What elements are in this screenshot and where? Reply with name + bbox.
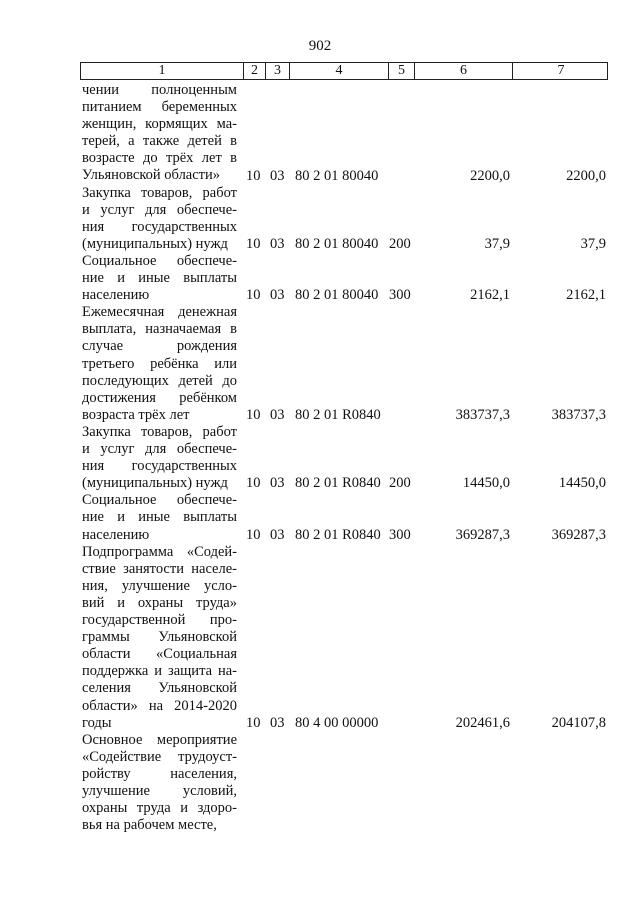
- description-line: Ежемесячная денежная: [82, 304, 237, 321]
- description-line: ния государственных: [82, 458, 237, 475]
- description-line: возрасте до трёх лет в: [82, 150, 237, 167]
- description-line: охраны труда и здоро-: [82, 800, 237, 817]
- description-line: (муниципальных) нужд: [82, 475, 228, 492]
- description-line: населению: [82, 287, 150, 304]
- description-line: чении полноценным: [82, 82, 237, 98]
- cell-c4: 80 2 01 R0840: [295, 475, 381, 492]
- description-line: случае рождения: [82, 338, 237, 355]
- description-line: годы: [82, 714, 112, 731]
- description-line: ствие занятости населе-: [82, 560, 237, 577]
- header-col-7: 7: [512, 63, 609, 79]
- cell-c5: 200: [389, 475, 411, 492]
- cell-c2: 10: [246, 714, 261, 731]
- cell-c4: 80 2 01 R0840: [295, 406, 381, 423]
- description-line: Ульяновской области»: [82, 167, 221, 184]
- description-line: Закупка товаров, работ: [82, 184, 237, 201]
- page-number: 902: [308, 38, 332, 54]
- row-description: [82, 82, 237, 185]
- description-line: селения Ульяновской: [82, 680, 237, 697]
- table-header: [80, 62, 608, 80]
- cell-c4: 80 2 01 80040: [295, 167, 379, 184]
- header-col-5: 5: [388, 63, 414, 79]
- description-line: возраста трёх лет: [82, 406, 190, 423]
- cell-c5: 200: [389, 235, 411, 252]
- description-line: Социальное обеспече-: [82, 253, 237, 269]
- header-col-3: 3: [265, 63, 289, 79]
- description-line: выплата, назначаемая в: [82, 321, 237, 338]
- cell-c2: 10: [246, 475, 261, 492]
- cell-c2: 10: [246, 526, 261, 543]
- cell-c7: 369287,3: [551, 526, 606, 543]
- row-description: [82, 185, 237, 253]
- description-line: поддержка и защита на-: [82, 663, 237, 680]
- description-line: ние и иные выплаты: [82, 509, 237, 526]
- cell-c4: 80 2 01 R0840: [295, 526, 381, 543]
- row-description: [82, 492, 237, 543]
- cell-c6: 202461,6: [455, 714, 510, 731]
- description-line: (муниципальных) нужд: [82, 235, 228, 252]
- description-line: питанием беременных: [82, 99, 237, 116]
- cell-c4: 80 4 00 00000: [295, 714, 379, 731]
- cell-c2: 10: [246, 235, 261, 252]
- cell-c6: 37,9: [484, 235, 510, 252]
- description-line: области «Социальная: [82, 646, 237, 663]
- description-line: третьего ребёнка или: [82, 355, 237, 372]
- description-line: Подпрограмма «Содей-: [82, 543, 237, 560]
- cell-c7: 37,9: [580, 235, 606, 252]
- row-description: [82, 253, 237, 304]
- description-line: ройству населения,: [82, 765, 237, 782]
- description-line: государственной про-: [82, 612, 237, 629]
- description-line: достижения ребёнком: [82, 389, 237, 406]
- cell-c6: 383737,3: [455, 406, 510, 423]
- description-line: вий и охраны труда»: [82, 594, 237, 611]
- description-line: ния, улучшение усло-: [82, 577, 237, 594]
- cell-c3: 03: [270, 714, 285, 731]
- cell-c3: 03: [270, 406, 285, 423]
- description-line: женщин, кормящих ма-: [82, 116, 237, 133]
- cell-c6: 2200,0: [470, 167, 510, 184]
- description-line: последующих детей до: [82, 372, 237, 389]
- header-col-4: 4: [289, 63, 388, 79]
- cell-c7: 14450,0: [558, 475, 606, 492]
- row-description: [82, 544, 237, 732]
- description-line: области» на 2014-2020: [82, 697, 237, 714]
- row-description: [82, 424, 237, 492]
- cell-c6: 2162,1: [470, 287, 510, 304]
- cell-c3: 03: [270, 167, 285, 184]
- cell-c3: 03: [270, 526, 285, 543]
- description-line: населению: [82, 526, 150, 543]
- description-line: терей, а также детей в: [82, 133, 237, 150]
- cell-c3: 03: [270, 287, 285, 304]
- description-line: вья на рабочем месте,: [82, 817, 217, 834]
- cell-c4: 80 2 01 80040: [295, 235, 379, 252]
- description-line: ния государственных: [82, 218, 237, 235]
- cell-c3: 03: [270, 235, 285, 252]
- description-line: Основное мероприятие: [82, 731, 237, 748]
- description-line: улучшение условий,: [82, 783, 237, 800]
- description-line: ние и иные выплаты: [82, 270, 237, 287]
- cell-c5: 300: [389, 526, 411, 543]
- cell-c2: 10: [246, 406, 261, 423]
- description-line: «Содействие трудоуст-: [82, 748, 237, 765]
- description-line: и услуг для обеспече-: [82, 441, 237, 458]
- row-description: [82, 304, 237, 424]
- cell-c7: 2162,1: [566, 287, 606, 304]
- cell-c6: 14450,0: [462, 475, 510, 492]
- row-description: [82, 732, 237, 835]
- cell-c7: 383737,3: [551, 406, 606, 423]
- header-col-1: 1: [158, 63, 166, 78]
- cell-c3: 03: [270, 475, 285, 492]
- description-line: Социальное обеспече-: [82, 492, 237, 509]
- header-col-6: 6: [414, 63, 512, 79]
- description-line: граммы Ульяновской: [82, 629, 237, 646]
- header-col-2: 2: [243, 63, 265, 79]
- description-line: и услуг для обеспече-: [82, 201, 237, 218]
- cell-c5: 300: [389, 287, 411, 304]
- cell-c4: 80 2 01 80040: [295, 287, 379, 304]
- cell-c2: 10: [246, 287, 261, 304]
- description-line: Закупка товаров, работ: [82, 424, 237, 440]
- cell-c7: 2200,0: [566, 167, 606, 184]
- cell-c2: 10: [246, 167, 261, 184]
- cell-c7: 204107,8: [551, 714, 606, 731]
- cell-c6: 369287,3: [455, 526, 510, 543]
